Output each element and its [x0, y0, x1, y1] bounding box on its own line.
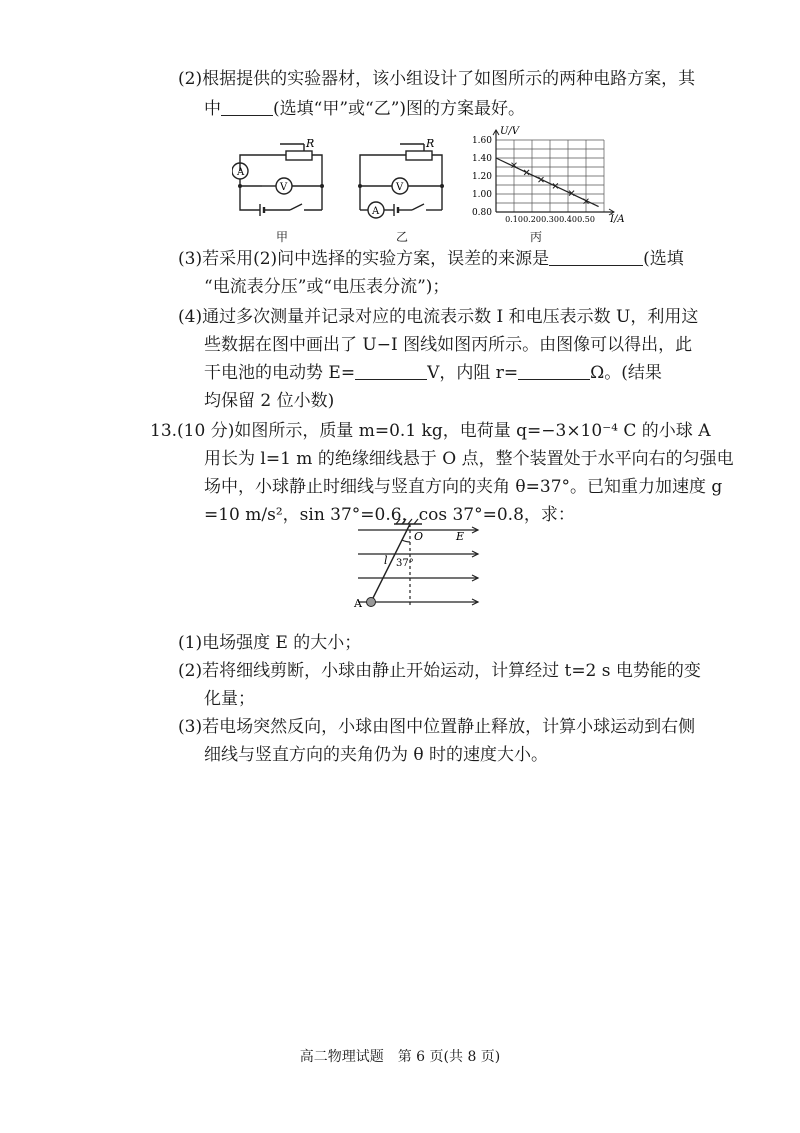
thread-l-label: l: [384, 554, 388, 567]
circuit-yi-caption: 乙: [396, 230, 409, 244]
ammeter-label-yi: A: [372, 206, 380, 217]
q13-sub2-line2: 化量；: [204, 689, 255, 709]
y-tick-label: 1.20: [471, 172, 492, 182]
fit-line: [496, 158, 599, 207]
q13-sub3-line1: (3)若电场突然反向，小球由图中位置静止释放，计算小球运动到右侧: [178, 717, 696, 737]
q13-sub2-line1: (2)若将细线剪断，小球由静止开始运动，计算经过 t=2 s 电势能的变: [178, 661, 701, 681]
y-tick-label: 1.00: [471, 190, 492, 200]
q12-part4-text-b: V，内阻 r=: [427, 363, 519, 383]
ammeter-label: A: [237, 167, 245, 178]
resistor-r-label-yi: R: [426, 138, 435, 150]
y-tick-label: 0.80: [471, 208, 492, 218]
circuit-jia-caption: 甲: [276, 230, 289, 244]
voltmeter-label-yi: V: [396, 182, 404, 193]
q13-sub1: (1)电场强度 E 的大小；: [178, 633, 362, 653]
graph-bing-caption: 丙: [530, 230, 543, 244]
q12-part2-text-a: 中: [204, 99, 221, 119]
resistor-r-label: R: [306, 138, 315, 150]
angle-label: 37°: [396, 558, 414, 569]
q12-part4-line1: (4)通过多次测量并记录对应的电流表示数 I 和电压表示数 U，利用这: [178, 307, 699, 327]
data-point: [524, 170, 529, 175]
q13-line2: 用长为 l=1 m 的绝缘细线悬于 O 点，整个装置处于水平向右的匀强电: [204, 449, 734, 469]
x-tick-label: 0.40: [559, 215, 577, 224]
page-footer: 高二物理试题 第 6 页(共 8 页): [299, 1049, 501, 1065]
emf-answer-blank[interactable]: [355, 363, 427, 380]
y-tick-label: 1.40: [471, 154, 492, 164]
q12-part2-line1: (2)根据提供的实验器材，该小组设计了如图所示的两种电路方案，其: [178, 69, 696, 89]
q12-part2-answer-blank[interactable]: [221, 99, 273, 116]
x-tick-label: 0.10: [505, 215, 523, 224]
q12-part3-text-a: (3)若采用(2)问中选择的实验方案，误差的来源是: [178, 249, 550, 269]
q12-part4-text-c: Ω。(结果: [590, 363, 662, 383]
q13-line4: =10 m/s²，sin 37°=0.6，cos 37°=0.8，求：: [204, 505, 575, 525]
q12-part2-line2: [204, 98, 525, 120]
q12-part4-line3: [204, 362, 662, 384]
pivot-o-label: O: [414, 530, 424, 543]
y-axis-label: U/V: [500, 126, 520, 137]
x-tick-label: 0.30: [541, 215, 559, 224]
q12-part4-text-a: 干电池的电动势 E=: [204, 363, 356, 383]
q12-part2-text-b: (选填“甲”或“乙”)图的方案最好。: [273, 99, 526, 119]
circuit-yi-diagram: [352, 138, 452, 228]
q13-sub3-line2: 细线与竖直方向的夹角仍为 θ 时的速度大小。: [204, 745, 549, 765]
y-tick-label: 1.60: [471, 136, 492, 146]
circuit-jia-diagram: [232, 138, 332, 228]
q12-part3-text-b: (选填: [643, 249, 684, 269]
q12-part3-answer-blank[interactable]: [549, 249, 643, 266]
x-tick-label: 0.20: [523, 215, 541, 224]
q12-part3-line1: [178, 248, 684, 270]
q12-part4-line4: 均保留 2 位小数): [204, 391, 335, 411]
q12-part3-line2: “电流表分压”或“电压表分流”)；: [204, 277, 450, 297]
pendulum-field-diagram: [346, 516, 486, 616]
x-tick-label: 0.50: [577, 215, 595, 224]
q13-line1: 13.(10 分)如图所示，质量 m=0.1 kg，电荷量 q=−3×10⁻⁴ C 的小球 A: [150, 421, 711, 441]
resistance-answer-blank[interactable]: [518, 363, 590, 380]
q12-part4-line2: 些数据在图中画出了 U−I 图线如图丙所示。由图像可以得出，此: [204, 335, 693, 355]
x-axis-label: I/A: [610, 214, 625, 225]
field-e-label: E: [456, 530, 465, 543]
ball-a-label: A: [354, 597, 362, 610]
q13-line3: 场中，小球静止时细线与竖直方向的夹角 θ=37°。已知重力加速度 g: [204, 477, 723, 497]
u-i-graph: [462, 124, 632, 230]
voltmeter-label: V: [280, 182, 288, 193]
